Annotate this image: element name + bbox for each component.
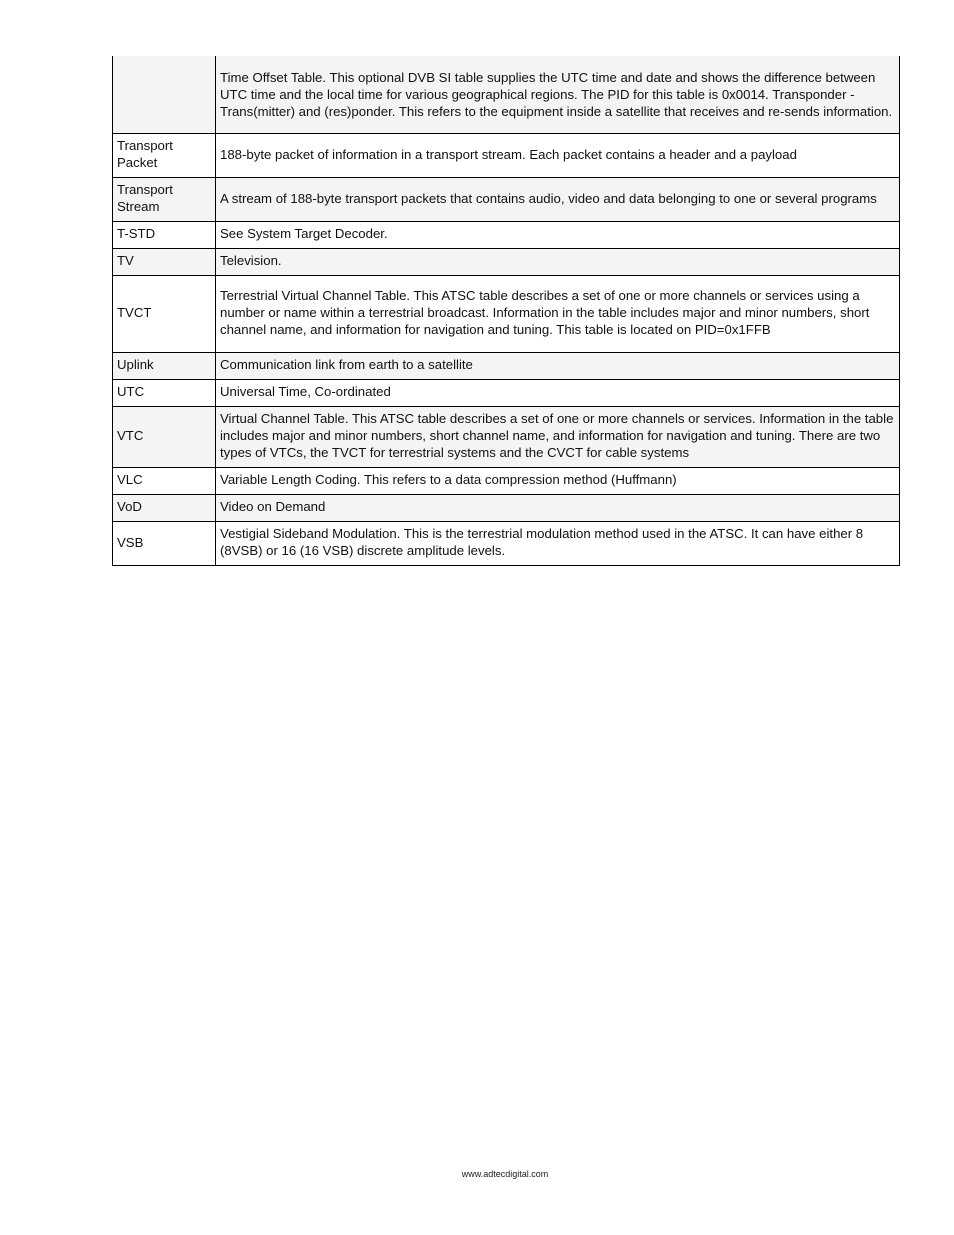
table-row — [113, 56, 900, 133]
glossary-table — [112, 56, 900, 566]
term-cell: VoD — [113, 494, 216, 521]
definition-cell: Television. — [216, 248, 900, 275]
table-row — [113, 221, 900, 248]
term-cell: UTC — [113, 379, 216, 406]
term-cell: VTC — [113, 406, 216, 467]
table-row — [113, 133, 900, 177]
footer-url: www.adtecdigital.com — [461, 1169, 549, 1179]
definition-cell: Time Offset Table. This optional DVB SI table supplies the UTC time and date and shows the difference between UTC time and the local time for various geographical regions. The PID for this table is 0x0014. Transponder - Trans(mitter) and (res)ponder. This refers to the equipment inside a satellite that receives and re-sends information. — [216, 56, 900, 133]
definition-cell: Video on Demand — [216, 494, 900, 521]
term-cell: T-STD — [113, 221, 216, 248]
term-cell — [113, 56, 216, 133]
term-cell: Transport Packet — [113, 133, 216, 177]
table-row — [113, 177, 900, 221]
term-cell: VLC — [113, 467, 216, 494]
definition-cell: See System Target Decoder. — [216, 221, 900, 248]
table-row — [113, 248, 900, 275]
definition-cell: 188-byte packet of information in a transport stream. Each packet contains a header and a payload — [216, 133, 900, 177]
table-row — [113, 494, 900, 521]
definition-cell: Universal Time, Co-ordinated — [216, 379, 900, 406]
table-row — [113, 275, 900, 352]
term-cell: Transport Stream — [113, 177, 216, 221]
definition-cell: Terrestrial Virtual Channel Table. This ATSC table describes a set of one or more channels or services using a number or name within a terrestrial broadcast. Information in the table includes major and minor numbers, short channel name, and information for navigation and tuning. This table is located on PID=0x1FFB — [216, 275, 900, 352]
table-row — [113, 379, 900, 406]
table-row — [113, 467, 900, 494]
definition-cell: Vestigial Sideband Modulation. This is the terrestrial modulation method used in the ATSC. It can have either 8 (8VSB) or 16 (16 VSB) discrete amplitude levels. — [216, 521, 900, 565]
definition-cell: Variable Length Coding. This refers to a data compression method (Huffmann) — [216, 467, 900, 494]
table-row — [113, 521, 900, 565]
definition-cell: Communication link from earth to a satellite — [216, 352, 900, 379]
definition-cell: A stream of 188-byte transport packets that contains audio, video and data belonging to one or several programs — [216, 177, 900, 221]
term-cell: TVCT — [113, 275, 216, 352]
table-row — [113, 406, 900, 467]
term-cell: Uplink — [113, 352, 216, 379]
definition-cell: Virtual Channel Table. This ATSC table describes a set of one or more channels or services. Information in the table includes major and minor numbers, short channel name, and information for navigation and tuning. There are two types of VTCs, the TVCT for terrestrial systems and the CVCT for cable systems — [216, 406, 900, 467]
table-row — [113, 352, 900, 379]
term-cell: VSB — [113, 521, 216, 565]
term-cell: TV — [113, 248, 216, 275]
